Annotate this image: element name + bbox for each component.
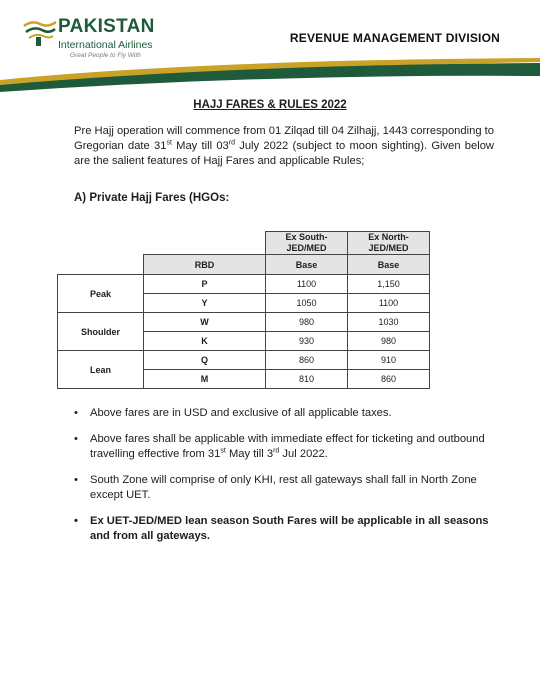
intro-sup-1: st xyxy=(166,139,172,147)
rule-text: Jul 2022. xyxy=(279,448,328,460)
intro-paragraph xyxy=(74,124,494,169)
rule-sup: st xyxy=(220,447,226,455)
season-peak: Peak xyxy=(58,275,144,313)
list-item xyxy=(74,432,504,462)
fare-south-cell: 980 xyxy=(266,313,348,332)
fare-south-cell: 1050 xyxy=(266,294,348,313)
list-item xyxy=(74,514,504,544)
logo-name: PAKISTAN xyxy=(58,16,155,37)
fare-table xyxy=(57,231,430,389)
pia-logo-mark-icon xyxy=(22,18,58,48)
table-subheader-row xyxy=(58,255,430,275)
rbd-header: RBD xyxy=(144,255,266,275)
fare-south-cell: 860 xyxy=(266,351,348,370)
table-row xyxy=(58,313,430,332)
document-title: HAJJ FARES & RULES 2022 xyxy=(193,99,347,111)
fare-north-cell: 1030 xyxy=(348,313,430,332)
fare-north-cell: 1,150 xyxy=(348,275,430,294)
rbd-cell: K xyxy=(144,332,266,351)
fare-north-cell: 860 xyxy=(348,370,430,389)
intro-sup-2: rd xyxy=(228,139,235,147)
rule-text: Above fares are in USD and exclusive of all applicable taxes. xyxy=(90,407,392,419)
bullet-icon: • xyxy=(74,433,78,445)
rule-text: South Zone will comprise of only KHI, rest all gateways shall fall in North Zone except UET. xyxy=(90,474,477,501)
fare-south-cell: 930 xyxy=(266,332,348,351)
rule-text: May till 3 xyxy=(225,448,274,460)
base-header-north: Base xyxy=(348,255,430,275)
header-swoosh xyxy=(0,52,540,92)
base-header-south: Base xyxy=(266,255,348,275)
intro-text-2: May till 03 xyxy=(171,140,229,152)
logo-tagline: Great People to Fly With xyxy=(70,52,141,59)
bullet-icon: • xyxy=(74,474,78,486)
table-row xyxy=(58,275,430,294)
col-header-south xyxy=(266,232,348,255)
col-header-south-label: Ex South- JED/MED xyxy=(285,232,328,253)
rbd-cell: Q xyxy=(144,351,266,370)
fare-north-cell: 910 xyxy=(348,351,430,370)
logo-subtitle: International Airlines xyxy=(58,39,153,51)
rbd-cell: Y xyxy=(144,294,266,313)
bullet-icon: • xyxy=(74,407,78,419)
intro-text-1: Pre Hajj operation will commence from 01 Zilqad till 04 Zilhajj, 1443 corresponding to Gregorian date 31 xyxy=(74,125,494,152)
rbd-cell: W xyxy=(144,313,266,332)
rbd-cell: P xyxy=(144,275,266,294)
fare-north-cell: 980 xyxy=(348,332,430,351)
rule-text: Ex UET-JED/MED lean season South Fares will be applicable in all seasons and from all gateways. xyxy=(90,515,489,542)
list-item xyxy=(74,406,504,421)
table-header-row xyxy=(58,232,430,255)
fare-north-cell: 1100 xyxy=(348,294,430,313)
rules-list xyxy=(74,406,504,555)
rbd-cell: M xyxy=(144,370,266,389)
season-lean: Lean xyxy=(58,351,144,389)
rule-text: Above fares shall be applicable with immediate effect for ticketing and outbound travelling effective from 31 xyxy=(90,433,485,460)
list-item xyxy=(74,473,504,503)
fare-south-cell: 1100 xyxy=(266,275,348,294)
table-row xyxy=(58,351,430,370)
division-title: REVENUE MANAGEMENT DIVISION xyxy=(289,31,500,45)
fare-south-cell: 810 xyxy=(266,370,348,389)
intro-text-3: July 2022 (subject to moon sighting). Given below are the salient features of Hajj Fares and applicable Rules; xyxy=(74,140,495,167)
bullet-icon: • xyxy=(74,515,78,527)
section-heading: A) Private Hajj Fares (HGOs: xyxy=(74,192,230,204)
rule-sup: rd xyxy=(273,447,280,455)
col-header-north xyxy=(348,232,430,255)
col-header-north-label: Ex North- JED/MED xyxy=(368,232,409,253)
season-shoulder: Shoulder xyxy=(58,313,144,351)
